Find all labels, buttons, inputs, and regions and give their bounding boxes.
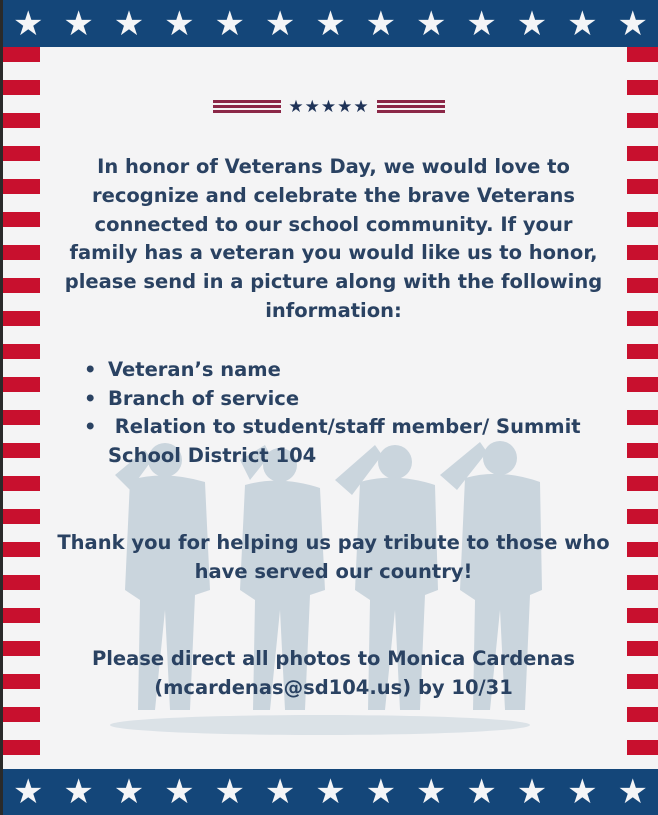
intro-line: In honor of Veterans Day, we would love to bbox=[97, 155, 570, 178]
star-icon: ★ bbox=[567, 3, 598, 44]
intro-line: family has a veteran you would like us to honor, bbox=[69, 241, 598, 265]
thanks-line: have served our country! bbox=[194, 559, 473, 583]
thanks-paragraph bbox=[40, 529, 627, 587]
intro-line: connected to our school community. If your bbox=[94, 212, 573, 236]
star-icon: ★ bbox=[617, 772, 648, 812]
star-icon: ★ bbox=[415, 3, 447, 44]
stripe-bars-left bbox=[213, 100, 281, 114]
star-icon: ★ bbox=[63, 772, 94, 812]
top-star-banner bbox=[3, 0, 658, 47]
star-icon: ★ bbox=[516, 772, 548, 812]
info-list bbox=[80, 356, 581, 470]
list-item-text: School District 104 bbox=[108, 443, 317, 467]
intro-line: please send in a picture along with the following bbox=[64, 270, 603, 294]
star-icon: ★ bbox=[315, 772, 346, 812]
star-icon: ★ bbox=[365, 3, 397, 44]
star-icon: ★ bbox=[214, 772, 245, 812]
star-icon: ★ bbox=[63, 3, 94, 44]
list-item-text: • Relation to student/staff member/ Summit bbox=[108, 415, 581, 438]
star-icon: ★ bbox=[264, 3, 296, 44]
contact-paragraph bbox=[40, 645, 627, 703]
saluting-soldiers-illustration bbox=[90, 420, 550, 770]
decorative-divider bbox=[0, 97, 658, 117]
star-icon: ★ bbox=[365, 772, 397, 812]
star-icon: ★ bbox=[12, 3, 44, 44]
star-icon: ★ bbox=[164, 772, 195, 812]
stripe-bars-right bbox=[377, 100, 445, 114]
star-icon: ★ bbox=[415, 772, 447, 812]
intro-line: information: bbox=[265, 298, 402, 322]
list-item-text: Branch of service bbox=[108, 386, 300, 410]
star-icon: ★ bbox=[12, 772, 44, 812]
star-icon: ★ bbox=[315, 3, 346, 44]
right-stripe-border bbox=[627, 47, 658, 769]
list-item-text: Veteran’s name bbox=[108, 358, 281, 381]
star-icon: ★ bbox=[264, 772, 296, 812]
star-icon: ★ bbox=[516, 3, 548, 44]
star-icon: ★ bbox=[113, 772, 145, 812]
intro-paragraph bbox=[40, 153, 627, 326]
star-icon: ★ bbox=[164, 3, 195, 44]
intro-line: recognize and celebrate the brave Veterans bbox=[92, 183, 575, 207]
left-stripe-border bbox=[3, 47, 40, 769]
star-icon: ★ bbox=[214, 3, 245, 44]
contact-line: Please direct all photos to Monica Cardenas bbox=[91, 647, 576, 670]
bottom-star-banner bbox=[3, 769, 658, 815]
contact-line: (mcardenas@sd104.us) by 10/31 bbox=[154, 675, 513, 699]
star-icon: ★ bbox=[567, 772, 598, 812]
star-icon: ★ bbox=[466, 772, 497, 812]
five-stars-icon: ★★★★★ bbox=[288, 97, 370, 117]
list-item bbox=[80, 385, 581, 414]
list-item bbox=[80, 356, 581, 385]
star-icon: ★ bbox=[113, 3, 145, 44]
star-icon: ★ bbox=[617, 3, 648, 44]
thanks-line: Thank you for helping us pay tribute to those who bbox=[57, 531, 610, 554]
list-item bbox=[80, 413, 581, 470]
star-icon: ★ bbox=[466, 3, 497, 44]
